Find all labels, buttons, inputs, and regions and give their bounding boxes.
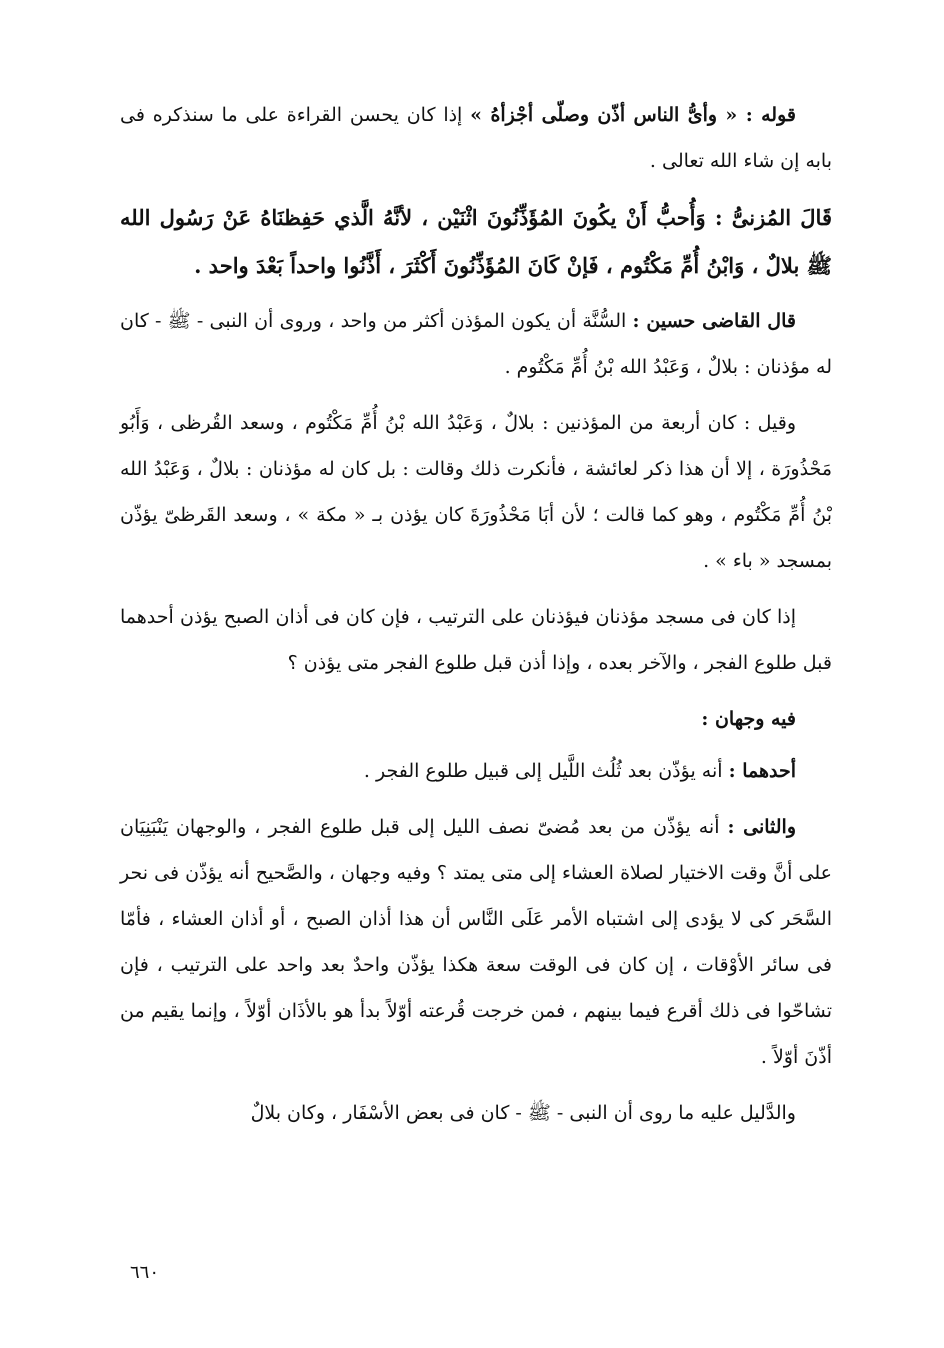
paragraph-idha: إذا كان فى مسجد مؤذنان فيؤذنان على الترتيب ، فإن كان فى أذان الصبح يؤذن أحدهما قبل طلوع الفجر ، والآخر بعده ، وإذا أذن قبل طلوع الفجر متى يؤذن ؟ [120,606,832,674]
paragraph-text: أنه يؤذّن من بعد مُضىّ نصف الليل إلى قبل طلوع الفجر ، والوجهان يَنْبَنِيَان على أنَّ وقت الاختيار لصلاة العشاء إلى متى يمتد ؟ وفيه وجهان ، والصَّحيح أنه يؤذّن فى نحر السَّحَر كى لا يؤدى إلى اشتباه الأمر عَلَى النَّاس أن هذا أذان الصبح ، أو أذان العشاء ، فأمّا فى سائر الأوْقات ، إن كان فى الوقت سعة هكذا يؤذّن واحدٌ بعد واحد على الترتيب ، فإن تشاحّوا فى ذلك أقرع فيما بينهم ، فمن خرجت قُرعته أوّلاً بدأ هو بالأذَان أوّلاً ، وإنما يقيم من أذّنَ أوّلاً . [120,816,832,1068]
section-heading: فيه وجهان : [701,708,796,730]
paragraph-text: إذا كان يحسن القراءة على ما سنذكره فى بابه إن شاء الله تعالى . [120,104,832,172]
page-number: ٦٦٠ [130,1262,160,1283]
paragraph-text: السُّنَّة أن يكون المؤذن أكثر من واحد ، وروى أن النبى - ﷺ - كان له مؤذنان : بلالٌ ، وَعَبْدُ الله بْنُ أُمِّ مَكْتُوم . [120,310,832,378]
paragraph-first [120,748,832,794]
paragraph-second [120,804,832,1080]
matn-text: قَالَ المُزنىُّ : وَأُحبُّ أَنْ يكُونَ المُؤَذِّنُونَ اثْنَيْن ، لأنَّهُ الَّذي حَفِظنَاهُ عَنْ رَسُول الله ﷺ بلالٌ ، وَابْنُ أُمِّ مَكْتُوم ، فَإنْ كَانَ المُؤَذِّنُونَ أَكْثَرَ ، أَذَّنُوا واحداً بَعْدَ واحد . [120,205,832,278]
paragraph-lead: قال القاضى حسين : [632,310,796,332]
page-body [120,92,832,1146]
paragraph-qawluhu [120,92,832,184]
paragraph-last: والدَّليل عليه ما روى أن النبى - ﷺ - كان فى بعض الأسْفَار ، وكان بلالٌ [250,1102,796,1124]
paragraph-lead: قوله : « وأىُّ الناس أذّن وصلّى أجْزأهُ » [470,104,796,126]
paragraph-lead: والثانى : [727,816,796,838]
paragraph-text: أنه يؤذّن بعد ثُلُث اللَّيل إلى قبيل طلوع الفجر . [363,760,729,782]
paragraph-qadi [120,298,832,390]
paragraph-lead: أحدهما : [728,760,796,782]
paragraph-qila: وقيل : كان أربعة من المؤذنين : بلالٌ ، وَعَبْدُ الله بْنُ أُمِّ مَكْتُوم ، وسعد القُرظى ، وَأَبُو مَحْذُورَة ، إلا أن هذا ذكر لعائشة ، فأنكرت ذلك وقالت : بل كان له مؤذنان : بلالٌ ، وَعَبْدُ الله بْنُ أُمِّ مَكْتُوم ، وهو كما قالت ؛ لأن أبَا مَحْذُورَةَ كان يؤذن بـ « مكة » ، وسعد القَرظىّ يؤذّن بمسجد « باء » . [120,412,832,572]
